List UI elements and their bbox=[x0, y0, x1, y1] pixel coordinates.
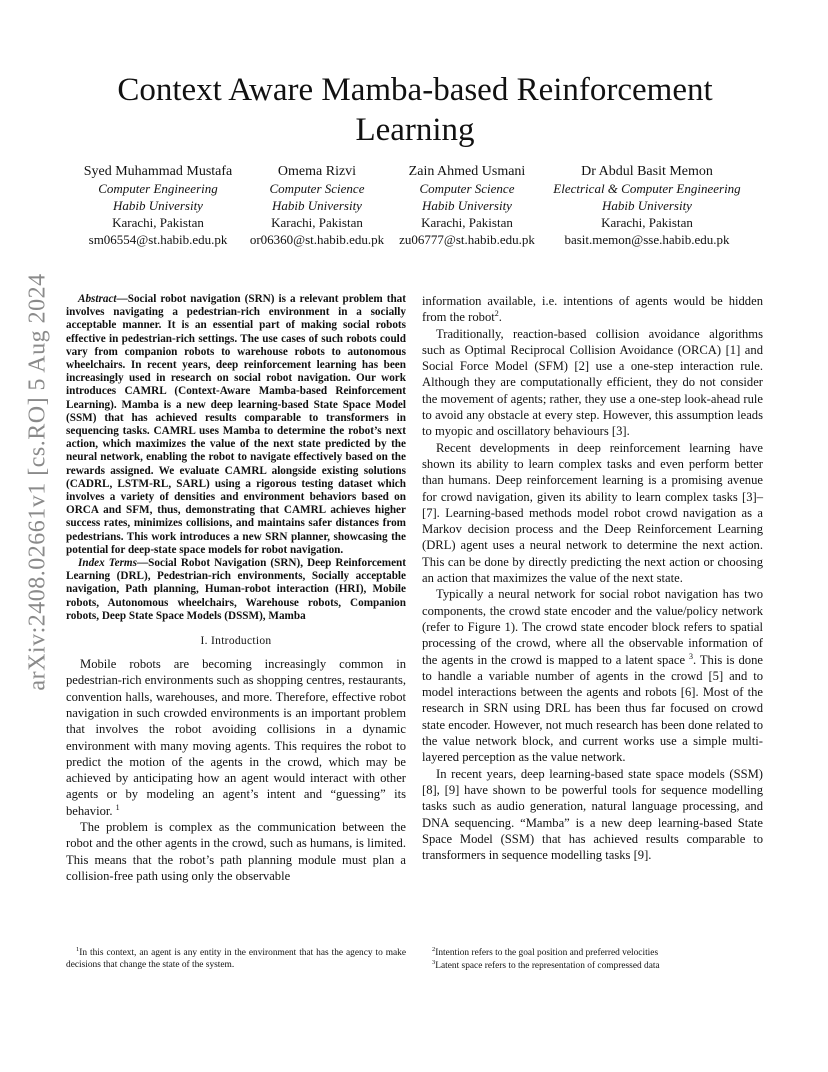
footnote-1: $^1$In this context, an agent is any entity in the environment that has the agency to make decisions that change the state of the system. bbox=[66, 945, 406, 970]
footnote-mark: 3 bbox=[689, 651, 694, 661]
author-univ: Habib University bbox=[272, 198, 362, 213]
author-univ: Habib University bbox=[113, 198, 203, 213]
author-loc: Karachi, Pakistan bbox=[601, 215, 693, 230]
section-heading: I. Introduction bbox=[200, 635, 272, 648]
arxiv-watermark bbox=[18, 273, 58, 691]
abstract bbox=[66, 293, 406, 557]
author-univ: Habib University bbox=[422, 198, 512, 213]
paragraph: Mobile robots are becoming increasingly common in pedestrian-rich environments such as shopping centres, restaurants, convention halls, warehouses, and more. Therefore, effective robot navigation in such crowded environments is an important problem that involves the robot avoiding collisions in a dynamic environment with many moving agents. This requires the robot to predict the motion of the agents in the crowd, which may be achieved by anticipating how an agent would interact with other agents or by modeling an agent’s intent and “guessing” its behavior. $^1$ bbox=[66, 657, 406, 818]
author-dept: Computer Engineering bbox=[98, 181, 218, 196]
paragraph: The problem is complex as the communication between the robot and the other agents in the crowd, such as humans, is limited. This means that the robot’s path planning module must plan a collision-free path using only the observable bbox=[66, 820, 406, 883]
footnote-mark: 2 bbox=[494, 309, 499, 319]
author-email: sm06554@st.habib.edu.pk bbox=[88, 232, 228, 247]
author-univ: Habib University bbox=[602, 198, 692, 213]
paragraph: information available, i.e. intentions of agents would be hidden from the robot$^2$. bbox=[422, 294, 763, 325]
author-name: Dr Abdul Basit Memon bbox=[581, 164, 713, 179]
abstract-text: —Social robot navigation (SRN) is a relevant problem that involves navigating a pedestrian-rich environment in a socially acceptable manner. It is an essential part of making social robots effective in pedestrian-rich settings. The use cases of such robots could vary from companion robots to warehouse robots to autonomous wheelchairs. In recent years, deep reinforcement learning has been increasingly used in research on social robot navigation. Our work introduces CAMRL (Context-Aware Mamba-based Reinforcement Learning). Mamba is a new deep learning-based State Space Model (SSM) that has achieved results comparable to transformers in sequencing tasks. CAMRL uses Mamba to determine the robot’s next action, which maximizes the value of the next state predicted by the neural network, enabling the robot to navigate effectively based on the rewards assigned. We evaluate CAMRL alongside existing solutions (CADRL, LSTM-RL, SARL) using a rigorous testing dataset which involves a variety of densities and environment behaviors based on ORCA and SFM, thus, demonstrating that CAMRL achieves higher success rates, minimizes collisions, and maintains safer distances from pedestrians. This work introduces a new SRN planner, showcasing the potential for deep-state space models for robot navigation. bbox=[66, 293, 406, 556]
paragraph: Traditionally, reaction-based collision avoidance algorithms such as Optimal Reciprocal Collision Avoidance (ORCA) [1] and Social Force Model (SFM) [2] use a one-step interaction rule. Although they are computationally efficient, they do not consider the movement of agents; rather, they use a one-step look-ahead rule to avoid any obstacle at every step. However, this assumption leads to myopic and oscillatory behaviours [3]. bbox=[422, 326, 763, 439]
paragraph: In recent years, deep learning-based state space models (SSM) [8], [9] have shown to be powerful tools for sequence modelling tasks such as audio generation, natural language processing, and DNA sequencing. “Mamba” is a new deep learning-based State Space Model (SSM) that has achieved results comparable to transformers in sequence modelling tasks [9]. bbox=[422, 766, 763, 863]
author-dept: Electrical & Computer Engineering bbox=[553, 181, 741, 196]
author-dept: Computer Science bbox=[419, 181, 515, 196]
author-loc: Karachi, Pakistan bbox=[421, 215, 513, 230]
author-name: Omema Rizvi bbox=[277, 164, 357, 179]
author-block-4 bbox=[540, 163, 754, 248]
author-block-3 bbox=[392, 163, 542, 248]
abstract-label: Abstract bbox=[78, 293, 117, 305]
paragraph: Typically a neural network for social robot navigation has two components, the crowd state encoder and the value/policy network (refer to Figure 1). The crowd state encoder block refers to spatial processing of the crowd, where all the observable information of the agents in the crowd is mapped to a latent space $^3$. This is done to handle a variable number of agents in the crowd [5] and to model interactions between the agents and robots [6]. Most of the research in SRN using DRL has been thus far focused on crowd state encoder. However, not much research has been done related to the value network block, and current works use a simple multi-layered perception as the value network. bbox=[422, 587, 763, 765]
author-dept: Computer Science bbox=[269, 181, 365, 196]
author-email: zu06777@st.habib.edu.pk bbox=[399, 232, 535, 247]
author-email: or06360@st.habib.edu.pk bbox=[249, 232, 385, 247]
author-loc: Karachi, Pakistan bbox=[271, 215, 363, 230]
paper-title: Context Aware Mamba-based Reinforcement Learning bbox=[117, 72, 713, 148]
footnote-2: $^2$Intention refers to the goal position and preferred velocities bbox=[432, 945, 659, 958]
arxiv-id: arXiv:2408.02661v1 [cs.RO] 5 Aug 2024 bbox=[24, 273, 51, 691]
index-terms-label: Index Terms bbox=[78, 557, 137, 570]
index-terms-text: —Social Robot Navigation (SRN), Deep Reinforcement Learning (DRL), Pedestrian-rich environments, Socially acceptable navigation, Path planning, Human-robot interaction (HRI), Mobile robots, Autonomous wheelchairs, Warehouse robots, Companion robots, Deep State Space Models (DSSM), Mamba bbox=[66, 557, 406, 622]
left-column bbox=[66, 293, 406, 884]
author-block-1 bbox=[72, 163, 244, 248]
author-loc: Karachi, Pakistan bbox=[112, 215, 204, 230]
footnote-mark: 1 bbox=[115, 802, 120, 812]
footnote-3: $^3$Latent space refers to the representation of compressed data bbox=[432, 958, 660, 971]
index-terms bbox=[66, 557, 406, 623]
paragraph: Recent developments in deep reinforcement learning have shown its ability to learn complex tasks and even perform better than humans. Deep reinforcement learning is a promising avenue for crowd navigation, given its ability to learn complex tasks [3]–[7]. Learning-based methods model robot crowd navigation as a Markov decision process and the Deep Reinforcement Learning (DRL) agent uses a neural network to determine the next action. This can be done by directly predicting the next action or choosing an action that maximizes the value of the next state. bbox=[422, 440, 763, 586]
author-name: Syed Muhammad Mustafa bbox=[83, 164, 233, 179]
author-email: basit.memon@sse.habib.edu.pk bbox=[564, 232, 730, 247]
right-column bbox=[422, 293, 763, 863]
author-name: Zain Ahmed Usmani bbox=[408, 164, 526, 179]
author-block-2 bbox=[244, 163, 390, 248]
